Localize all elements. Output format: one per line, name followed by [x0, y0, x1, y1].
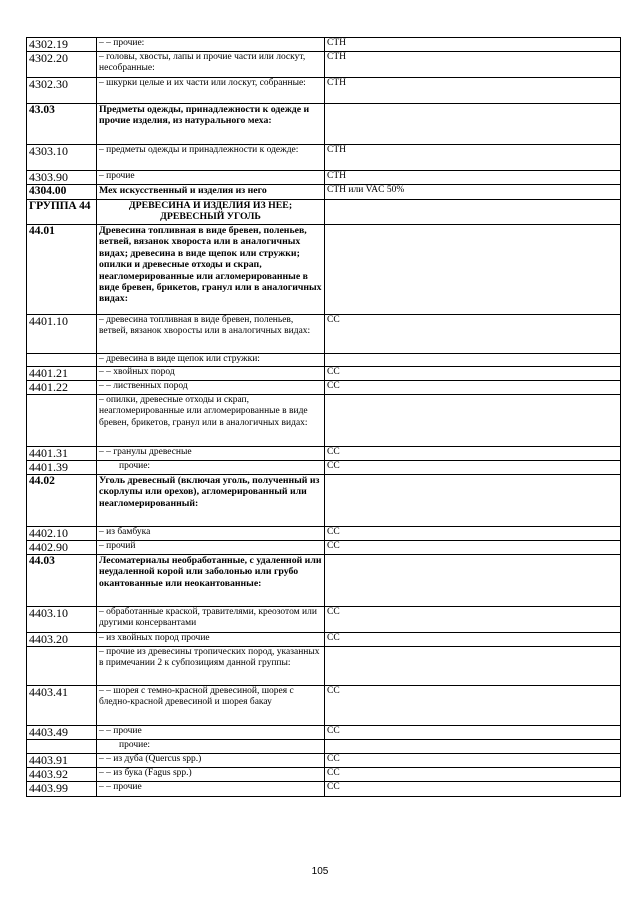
row-description: – – прочие	[97, 726, 325, 740]
row-code: 4303.90	[27, 171, 97, 185]
row-code: 4403.49	[27, 726, 97, 740]
table-row	[27, 38, 621, 52]
table-row	[27, 555, 621, 607]
row-code: ГРУППА 44	[27, 200, 97, 225]
row-description: Древесина топливная в виде бревен, поленьев, ветвей, вязанок хвороста или в аналогичных видах; древесина в виде щепок или стружки; опилки и древесные отходы и скрап, неагломерированные или агломерированные в виде бревен, брикетов, гранул или в аналогичных видах:	[97, 225, 325, 315]
row-description: – прочие из древесины тропических пород, указанных в примечании 2 к субпозициям данной группы:	[97, 647, 325, 686]
row-description: – прочий	[97, 541, 325, 555]
table-row	[27, 782, 621, 797]
row-duty-rate: СС	[325, 768, 621, 782]
row-description: прочие:	[97, 461, 325, 475]
row-description: – – лиственных пород	[97, 381, 325, 395]
row-duty-rate: СС	[325, 315, 621, 354]
table-row	[27, 475, 621, 527]
table-row	[27, 726, 621, 740]
row-duty-rate: СТН	[325, 52, 621, 78]
row-duty-rate: СТН	[325, 78, 621, 104]
row-code: 4401.31	[27, 447, 97, 461]
row-description: прочие:	[97, 740, 325, 754]
row-description: ДРЕВЕСИНА И ИЗДЕЛИЯ ИЗ НЕЕ; ДРЕВЕСНЫЙ УГОЛЬ	[97, 200, 325, 225]
row-code: 4302.19	[27, 38, 97, 52]
row-description: Мех искусственный и изделия из него	[97, 185, 325, 200]
row-duty-rate	[325, 104, 621, 145]
row-code: 4401.22	[27, 381, 97, 395]
table-row	[27, 381, 621, 395]
row-code: 4403.20	[27, 633, 97, 647]
table-row	[27, 171, 621, 185]
table-row	[27, 447, 621, 461]
row-description: – – прочие:	[97, 38, 325, 52]
row-duty-rate: СС	[325, 367, 621, 381]
row-duty-rate: СС	[325, 686, 621, 726]
row-duty-rate	[325, 225, 621, 315]
page-number: 105	[311, 866, 329, 877]
table-row	[27, 200, 621, 225]
row-duty-rate	[325, 200, 621, 225]
row-duty-rate	[325, 740, 621, 754]
row-code: 44.01	[27, 225, 97, 315]
row-duty-rate	[325, 475, 621, 527]
row-description: Предметы одежды, принадлежности к одежде и прочие изделия, из натурального меха:	[97, 104, 325, 145]
row-duty-rate: СТН	[325, 145, 621, 171]
row-code: 43.03	[27, 104, 97, 145]
tariff-table	[26, 37, 621, 797]
table-row	[27, 686, 621, 726]
row-description: – шкурки целые и их части или лоскут, собранные:	[97, 78, 325, 104]
row-duty-rate	[325, 395, 621, 447]
row-description: – обработанные краской, травителями, креозотом или другими консервантами	[97, 607, 325, 633]
row-duty-rate: СС	[325, 447, 621, 461]
row-duty-rate: СТН	[325, 38, 621, 52]
row-description: – – из дуба (Quercus spp.)	[97, 754, 325, 768]
row-description: – древесина топливная в виде бревен, поленьев, ветвей, вязанок хворосты или в аналогичных видах:	[97, 315, 325, 354]
row-code: 4403.92	[27, 768, 97, 782]
table-row	[27, 607, 621, 633]
row-description: – – из бука (Fagus spp.)	[97, 768, 325, 782]
row-description: – предметы одежды и принадлежности к одежде:	[97, 145, 325, 171]
row-description: – головы, хвосты, лапы и прочие части или лоскут, несобранные:	[97, 52, 325, 78]
row-duty-rate: СС	[325, 754, 621, 768]
row-duty-rate: СС	[325, 607, 621, 633]
row-code: 4403.99	[27, 782, 97, 797]
row-code: 44.03	[27, 555, 97, 607]
table-row	[27, 225, 621, 315]
row-duty-rate: СС	[325, 782, 621, 797]
row-duty-rate: СТН	[325, 171, 621, 185]
row-duty-rate: СС	[325, 381, 621, 395]
table-row	[27, 395, 621, 447]
table-row	[27, 541, 621, 555]
row-description: Уголь древесный (включая уголь, полученный из скорлупы или орехов), агломерированный или неагломерированный:	[97, 475, 325, 527]
row-code: 4403.91	[27, 754, 97, 768]
row-duty-rate	[325, 647, 621, 686]
row-description: – опилки, древесные отходы и скрап, неагломерированные или агломерированные в виде бревен, брикетов, гранул или в аналогичных видах:	[97, 395, 325, 447]
row-duty-rate: СТН или VAC 50%	[325, 185, 621, 200]
row-duty-rate: СС	[325, 726, 621, 740]
row-description: – из хвойных пород прочие	[97, 633, 325, 647]
table-row	[27, 527, 621, 541]
row-description: – – прочие	[97, 782, 325, 797]
row-code: 4403.10	[27, 607, 97, 633]
row-description: Лесоматериалы необработанные, с удаленной или неудаленной корой или заболонью или грубо окантованные или неокантованные:	[97, 555, 325, 607]
table-row	[27, 633, 621, 647]
row-description: – прочие	[97, 171, 325, 185]
table-row	[27, 740, 621, 754]
row-duty-rate: СС	[325, 541, 621, 555]
row-code: 4402.10	[27, 527, 97, 541]
row-duty-rate: СС	[325, 461, 621, 475]
row-code: 4303.10	[27, 145, 97, 171]
table-body	[27, 38, 621, 797]
row-code: 4401.39	[27, 461, 97, 475]
table-row	[27, 647, 621, 686]
row-duty-rate	[325, 354, 621, 367]
row-code: 4401.10	[27, 315, 97, 354]
row-code: 44.02	[27, 475, 97, 527]
row-code: 4401.21	[27, 367, 97, 381]
row-code: 4402.90	[27, 541, 97, 555]
table-row	[27, 52, 621, 78]
table-row	[27, 354, 621, 367]
table-row	[27, 461, 621, 475]
table-row	[27, 185, 621, 200]
table-row	[27, 104, 621, 145]
row-description: – – шорея с темно-красной древесиной, шорея с бледно-красной древесиной и шорея бакау	[97, 686, 325, 726]
row-code	[27, 395, 97, 447]
table-row	[27, 145, 621, 171]
row-code	[27, 740, 97, 754]
table-row	[27, 754, 621, 768]
table-row	[27, 315, 621, 354]
table-row	[27, 78, 621, 104]
row-duty-rate: СС	[325, 633, 621, 647]
row-code: 4302.30	[27, 78, 97, 104]
row-code: 4304.00	[27, 185, 97, 200]
row-code	[27, 354, 97, 367]
row-code	[27, 647, 97, 686]
row-description: – – гранулы древесные	[97, 447, 325, 461]
row-description: – – хвойных пород	[97, 367, 325, 381]
row-duty-rate	[325, 555, 621, 607]
table-row	[27, 768, 621, 782]
table-row	[27, 367, 621, 381]
row-description: – древесина в виде щепок или стружки:	[97, 354, 325, 367]
row-code: 4302.20	[27, 52, 97, 78]
row-code: 4403.41	[27, 686, 97, 726]
row-duty-rate: СС	[325, 527, 621, 541]
row-description: – из бамбука	[97, 527, 325, 541]
